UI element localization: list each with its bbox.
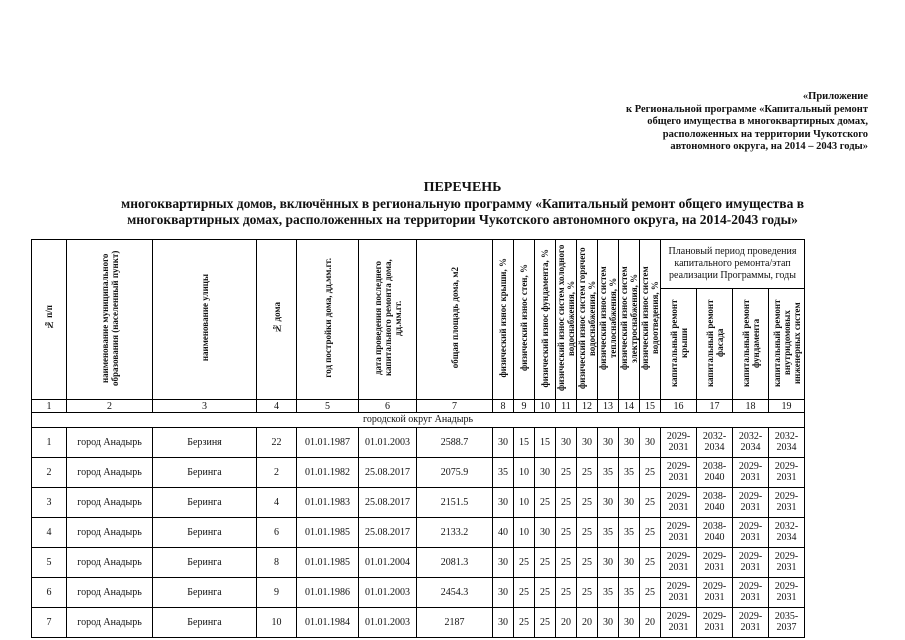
plan-roof-cell: 2029-2031: [661, 608, 697, 638]
house-number-cell: 4: [257, 488, 297, 518]
col-header-num: № п/п: [32, 240, 67, 400]
wear-sewage-cell: 25: [640, 578, 661, 608]
area-cell: 2075.9: [417, 458, 493, 488]
wear-hot-water-cell: 25: [577, 458, 598, 488]
plan-facade-cell: 2029-2031: [697, 548, 733, 578]
built-date-cell: 01.01.1983: [297, 488, 359, 518]
column-number: 9: [514, 400, 535, 413]
plan-foundation-cell: 2029-2031: [733, 458, 769, 488]
wear-heating-cell: 35: [598, 458, 619, 488]
col-header-wear-roof: физический износ крыши, %: [493, 240, 514, 400]
plan-systems-cell: 2029-2031: [769, 458, 805, 488]
plan-foundation-cell: 2029-2031: [733, 548, 769, 578]
area-cell: 2454.3: [417, 578, 493, 608]
table-row: [32, 578, 805, 608]
col-header-house: № дома: [257, 240, 297, 400]
wear-sewage-cell: 25: [640, 548, 661, 578]
house-number-cell: 10: [257, 608, 297, 638]
appendix-line: автономного округа, на 2014 – 2043 годы»: [670, 141, 868, 152]
wear-walls-cell: 25: [514, 548, 535, 578]
built-date-cell: 01.01.1982: [297, 458, 359, 488]
col-header-street: наименование улицы: [153, 240, 257, 400]
wear-hot-water-cell: 20: [577, 608, 598, 638]
wear-hot-water-cell: 25: [577, 518, 598, 548]
wear-foundation-cell: 30: [535, 458, 556, 488]
col-header-wear-electric: физический износ систем электроснабжения, %: [619, 240, 640, 400]
header-row: [32, 240, 805, 289]
municipality-cell: город Анадырь: [67, 518, 153, 548]
table-row: [32, 608, 805, 638]
document-title: [40, 180, 885, 228]
wear-roof-cell: 30: [493, 608, 514, 638]
plan-systems-cell: 2032-2034: [769, 518, 805, 548]
street-cell: Беринга: [153, 488, 257, 518]
column-number: 1: [32, 400, 67, 413]
row-number: 4: [32, 518, 67, 548]
wear-heating-cell: 30: [598, 548, 619, 578]
wear-electric-cell: 30: [619, 488, 640, 518]
built-date-cell: 01.01.1987: [297, 428, 359, 458]
row-number: 6: [32, 578, 67, 608]
col-header-wear-cold-water: физический износ систем холодного водоснабжения, %: [556, 240, 577, 400]
plan-systems-cell: 2029-2031: [769, 488, 805, 518]
col-header-area: общая площадь дома, м2: [417, 240, 493, 400]
column-number: 17: [697, 400, 733, 413]
street-cell: Беринга: [153, 578, 257, 608]
plan-roof-cell: 2029-2031: [661, 548, 697, 578]
plan-roof-cell: 2029-2031: [661, 518, 697, 548]
wear-heating-cell: 30: [598, 608, 619, 638]
wear-foundation-cell: 30: [535, 518, 556, 548]
column-number: 10: [535, 400, 556, 413]
wear-sewage-cell: 25: [640, 518, 661, 548]
col-header-wear-heating: физический износ систем теплоснабжения, %: [598, 240, 619, 400]
group-label: городской округ Анадырь: [32, 413, 805, 428]
street-cell: Беринга: [153, 608, 257, 638]
municipality-cell: город Анадырь: [67, 548, 153, 578]
row-number: 2: [32, 458, 67, 488]
wear-hot-water-cell: 25: [577, 578, 598, 608]
plan-facade-cell: 2038-2040: [697, 488, 733, 518]
row-number: 3: [32, 488, 67, 518]
col-header-last-repair: дата проведения последнего капитального ремонта дома, дд.мм.гг.: [359, 240, 417, 400]
column-number: 8: [493, 400, 514, 413]
wear-cold-water-cell: 25: [556, 488, 577, 518]
appendix-note: [560, 91, 868, 154]
wear-foundation-cell: 25: [535, 548, 556, 578]
built-date-cell: 01.01.1984: [297, 608, 359, 638]
street-cell: Беринга: [153, 548, 257, 578]
last-repair-cell: 01.01.2003: [359, 578, 417, 608]
column-number: 6: [359, 400, 417, 413]
title-subline: многоквартирных домах, расположенных на территории Чукотского автономного округа, на 2014-2043 годы»: [127, 212, 798, 227]
wear-electric-cell: 35: [619, 518, 640, 548]
column-number: 13: [598, 400, 619, 413]
municipality-cell: город Анадырь: [67, 458, 153, 488]
column-number: 16: [661, 400, 697, 413]
wear-electric-cell: 30: [619, 428, 640, 458]
plan-facade-cell: 2029-2031: [697, 578, 733, 608]
plan-foundation-cell: 2032-2034: [733, 428, 769, 458]
wear-cold-water-cell: 25: [556, 548, 577, 578]
wear-walls-cell: 25: [514, 608, 535, 638]
wear-foundation-cell: 25: [535, 578, 556, 608]
area-cell: 2133.2: [417, 518, 493, 548]
title-heading: ПЕРЕЧЕНЬ: [423, 180, 502, 195]
wear-walls-cell: 25: [514, 578, 535, 608]
appendix-line: «Приложение: [802, 91, 868, 102]
wear-cold-water-cell: 25: [556, 458, 577, 488]
plan-foundation-cell: 2029-2031: [733, 578, 769, 608]
plan-systems-cell: 2035-2037: [769, 608, 805, 638]
column-number: 7: [417, 400, 493, 413]
wear-walls-cell: 10: [514, 458, 535, 488]
table-row: [32, 518, 805, 548]
plan-roof-cell: 2029-2031: [661, 488, 697, 518]
wear-hot-water-cell: 30: [577, 428, 598, 458]
appendix-line: расположенных на территории Чукотского: [662, 128, 868, 140]
last-repair-cell: 25.08.2017: [359, 488, 417, 518]
built-date-cell: 01.01.1986: [297, 578, 359, 608]
column-number: 19: [769, 400, 805, 413]
table-row: [32, 488, 805, 518]
col-header-plan-systems: капитальный ремонт внутридомовых инженерных систем: [769, 289, 805, 400]
municipality-cell: город Анадырь: [67, 608, 153, 638]
wear-heating-cell: 35: [598, 578, 619, 608]
wear-heating-cell: 30: [598, 488, 619, 518]
column-number: 14: [619, 400, 640, 413]
wear-foundation-cell: 15: [535, 428, 556, 458]
column-number: 11: [556, 400, 577, 413]
column-number: 2: [67, 400, 153, 413]
wear-roof-cell: 35: [493, 458, 514, 488]
wear-heating-cell: 35: [598, 518, 619, 548]
area-cell: 2081.3: [417, 548, 493, 578]
group-row: [32, 413, 805, 428]
wear-cold-water-cell: 20: [556, 608, 577, 638]
plan-foundation-cell: 2029-2031: [733, 518, 769, 548]
last-repair-cell: 25.08.2017: [359, 518, 417, 548]
housing-register-table: [31, 239, 805, 638]
last-repair-cell: 01.01.2003: [359, 428, 417, 458]
plan-systems-cell: 2029-2031: [769, 548, 805, 578]
last-repair-cell: 25.08.2017: [359, 458, 417, 488]
wear-roof-cell: 30: [493, 428, 514, 458]
wear-electric-cell: 30: [619, 548, 640, 578]
built-date-cell: 01.01.1985: [297, 548, 359, 578]
municipality-cell: город Анадырь: [67, 488, 153, 518]
col-header-municipality: наименование муниципального образования (населенный пункт): [67, 240, 153, 400]
plan-roof-cell: 2029-2031: [661, 578, 697, 608]
col-header-plan-facade: капитальный ремонт фасада: [697, 289, 733, 400]
wear-electric-cell: 35: [619, 578, 640, 608]
col-header-plan-period: Плановый период проведения капитального ремонта/этап реализации Программы, годы: [661, 240, 805, 289]
wear-hot-water-cell: 25: [577, 488, 598, 518]
plan-roof-cell: 2029-2031: [661, 458, 697, 488]
column-number: 5: [297, 400, 359, 413]
wear-roof-cell: 30: [493, 488, 514, 518]
table-row: [32, 548, 805, 578]
wear-roof-cell: 30: [493, 578, 514, 608]
column-number: 3: [153, 400, 257, 413]
wear-roof-cell: 30: [493, 548, 514, 578]
municipality-cell: город Анадырь: [67, 428, 153, 458]
wear-walls-cell: 10: [514, 488, 535, 518]
wear-roof-cell: 40: [493, 518, 514, 548]
column-number: 15: [640, 400, 661, 413]
street-cell: Беринга: [153, 458, 257, 488]
col-header-wear-hot-water: физический износ систем горячего водоснабжения, %: [577, 240, 598, 400]
area-cell: 2187: [417, 608, 493, 638]
column-number: 12: [577, 400, 598, 413]
wear-sewage-cell: 25: [640, 458, 661, 488]
row-number: 1: [32, 428, 67, 458]
wear-foundation-cell: 25: [535, 608, 556, 638]
plan-foundation-cell: 2029-2031: [733, 488, 769, 518]
wear-foundation-cell: 25: [535, 488, 556, 518]
plan-foundation-cell: 2029-2031: [733, 608, 769, 638]
wear-sewage-cell: 25: [640, 488, 661, 518]
title-subline: многоквартирных домов, включённых в региональную программу «Капитальный ремонт общего имущества в: [121, 196, 804, 211]
row-number: 5: [32, 548, 67, 578]
wear-electric-cell: 35: [619, 458, 640, 488]
house-number-cell: 6: [257, 518, 297, 548]
plan-facade-cell: 2029-2031: [697, 608, 733, 638]
col-header-plan-roof: капитальный ремонт крыши: [661, 289, 697, 400]
row-number: 7: [32, 608, 67, 638]
col-header-built: год постройки дома, дд.мм.гг.: [297, 240, 359, 400]
plan-systems-cell: 2032-2034: [769, 428, 805, 458]
appendix-line: к Региональной программе «Капитальный ремонт: [626, 103, 868, 115]
last-repair-cell: 01.01.2003: [359, 608, 417, 638]
wear-cold-water-cell: 25: [556, 518, 577, 548]
plan-facade-cell: 2038-2040: [697, 518, 733, 548]
municipality-cell: город Анадырь: [67, 578, 153, 608]
house-number-cell: 22: [257, 428, 297, 458]
wear-electric-cell: 30: [619, 608, 640, 638]
column-number: 4: [257, 400, 297, 413]
street-cell: Берзиня: [153, 428, 257, 458]
wear-hot-water-cell: 25: [577, 548, 598, 578]
wear-cold-water-cell: 25: [556, 578, 577, 608]
wear-heating-cell: 30: [598, 428, 619, 458]
col-header-wear-foundation: физический износ фундамента, %: [535, 240, 556, 400]
col-header-wear-sewage: физический износ систем водоотведения, %: [640, 240, 661, 400]
area-cell: 2151.5: [417, 488, 493, 518]
built-date-cell: 01.01.1985: [297, 518, 359, 548]
plan-roof-cell: 2029-2031: [661, 428, 697, 458]
col-header-wear-walls: физический износ стен, %: [514, 240, 535, 400]
plan-systems-cell: 2029-2031: [769, 578, 805, 608]
table-row: [32, 428, 805, 458]
street-cell: Беринга: [153, 518, 257, 548]
appendix-line: общего имущества в многоквартирных домах,: [647, 116, 868, 127]
wear-sewage-cell: 20: [640, 608, 661, 638]
plan-facade-cell: 2032-2034: [697, 428, 733, 458]
column-number-row: [32, 400, 805, 413]
last-repair-cell: 01.01.2004: [359, 548, 417, 578]
col-header-plan-foundation: капитальный ремонт фундамента: [733, 289, 769, 400]
house-number-cell: 2: [257, 458, 297, 488]
table-row: [32, 458, 805, 488]
wear-sewage-cell: 30: [640, 428, 661, 458]
plan-facade-cell: 2038-2040: [697, 458, 733, 488]
wear-cold-water-cell: 30: [556, 428, 577, 458]
house-number-cell: 8: [257, 548, 297, 578]
wear-walls-cell: 10: [514, 518, 535, 548]
column-number: 18: [733, 400, 769, 413]
area-cell: 2588.7: [417, 428, 493, 458]
house-number-cell: 9: [257, 578, 297, 608]
wear-walls-cell: 15: [514, 428, 535, 458]
